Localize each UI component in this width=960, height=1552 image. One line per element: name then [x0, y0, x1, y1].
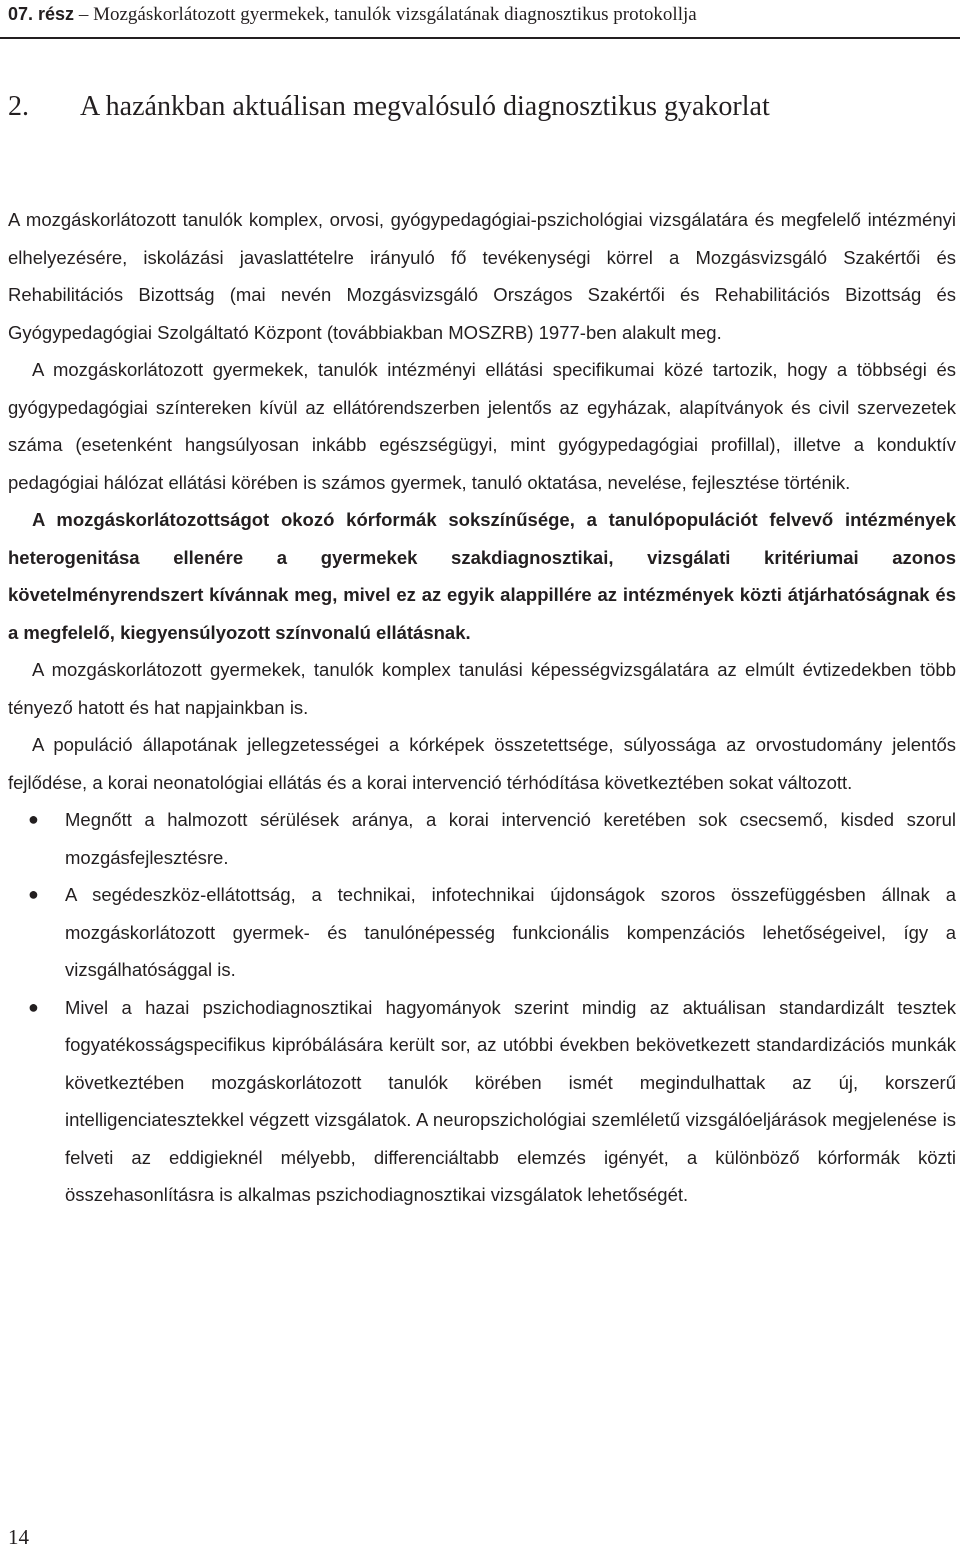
bullet-list	[8, 801, 956, 1214]
page-number: 14	[8, 1525, 29, 1549]
section-heading	[8, 90, 952, 124]
header-divider	[0, 37, 960, 39]
list-item	[8, 801, 956, 876]
header-title: Mozgáskorlátozott gyermekek, tanulók vizsgálatának diagnosztikus protokollja	[93, 4, 697, 25]
list-item-text: Mivel a hazai pszichodiagnosztikai hagyományok szerint mindig az aktuálisan standardizált tesztek fogyatékosságspecifikus kipróbálására került sor, az utóbbi években bekövetkezett standardizációs munkák következtében mozgáskorlátozott tanulók körében ismét megindulhattak az új, korszerű intelligenciatesztekkel végzett vizsgálatok. A neuropszichológiai szemléletű vizsgálóeljárások megjelenése is felveti az eddigieknél mélyebb, differenciáltabb elemzés igényét, a különböző kórformák közti összehasonlításra is alkalmas pszichodiagnosztikai vizsgálatok lehetőségét.	[65, 996, 956, 1205]
list-item-text: A segédeszköz-ellátottság, a technikai, infotechnikai újdonságok szoros összefüggésben állnak a mozgáskorlátozott gyermek- és tanulónépesség funkcionális kompenzációs lehetőségeivel, így a vizsgálhatósággal is.	[65, 884, 956, 980]
part-number: 07. rész	[8, 4, 75, 24]
paragraph-factors: A mozgáskorlátozott gyermekek, tanulók komplex tanulási képességvizsgálatára az elmúlt évtizedekben több tényező hatott és hat napjainkban is.	[8, 659, 956, 718]
bullet-icon: ●	[28, 809, 39, 829]
paragraph-institutions: A mozgáskorlátozott gyermekek, tanulók intézményi ellátási specifikumai közé tartozik, hogy a többségi és gyógypedagógiai színtereken kívül az ellátórendszerben jelentős az egyházak, alapítványok és civil szervezetek száma (esetenként hangsúlyosan inkább egészségügyi, mint gyógypedagógiai profillal), illetve a konduktív pedagógiai hálózat ellátási körében is számos gyermek, tanuló oktatása, nevelése, fejlesztése történik.	[8, 359, 956, 493]
paragraph-emphasis: A mozgáskorlátozottságot okozó kórformák sokszínűsége, a tanulópopulációt felvevő intézmények heterogenitása ellenére a gyermekek szakdiagnosztikai, vizsgálati kritériumai azonos követelményrendszert kívánnak meg, mivel ez az egyik alappillére az intézmények közti átjárhatóságnak és a megfelelő, kiegyensúlyozott színvonalú ellátásnak.	[8, 509, 956, 643]
section-number: 2.	[8, 91, 29, 122]
paragraph-population: A populáció állapotának jellegzetességei a kórképek összetettsége, súlyossága az orvostudomány jelentős fejlődése, a korai neonatológiai ellátás és a korai intervenció térhódítása következtében sokat változott.	[8, 734, 956, 793]
list-item	[8, 876, 956, 989]
bullet-icon: ●	[28, 884, 39, 904]
paragraph-founding: A mozgáskorlátozott tanulók komplex, orvosi, gyógypedagógiai-pszichológiai vizsgálatára és megfelelő intézményi elhelyezésére, iskolázási javaslattételre irányuló fő tevékenységi körrel a Mozgásvizsgáló Szakértői és Rehabilitációs Bizottság (mai nevén Mozgásvizsgáló Országos Szakértői és Rehabilitációs Bizottság és Gyógypedagógiai Szolgáltató Központ (továbbiakban MOSZRB) 1977-ben alakult meg.	[8, 209, 956, 343]
body-text	[8, 201, 956, 1214]
bullet-icon: ●	[28, 996, 39, 1017]
list-item-text: Megnőtt a halmozott sérülések aránya, a korai intervenció keretében sok csecsemő, kisded szorul mozgásfejlesztésre.	[65, 809, 956, 868]
running-header	[8, 2, 697, 27]
list-item	[8, 989, 956, 1214]
section-title: A hazánkban aktuálisan megvalósuló diagnosztikus gyakorlat	[80, 91, 770, 122]
header-dash: –	[78, 4, 89, 25]
